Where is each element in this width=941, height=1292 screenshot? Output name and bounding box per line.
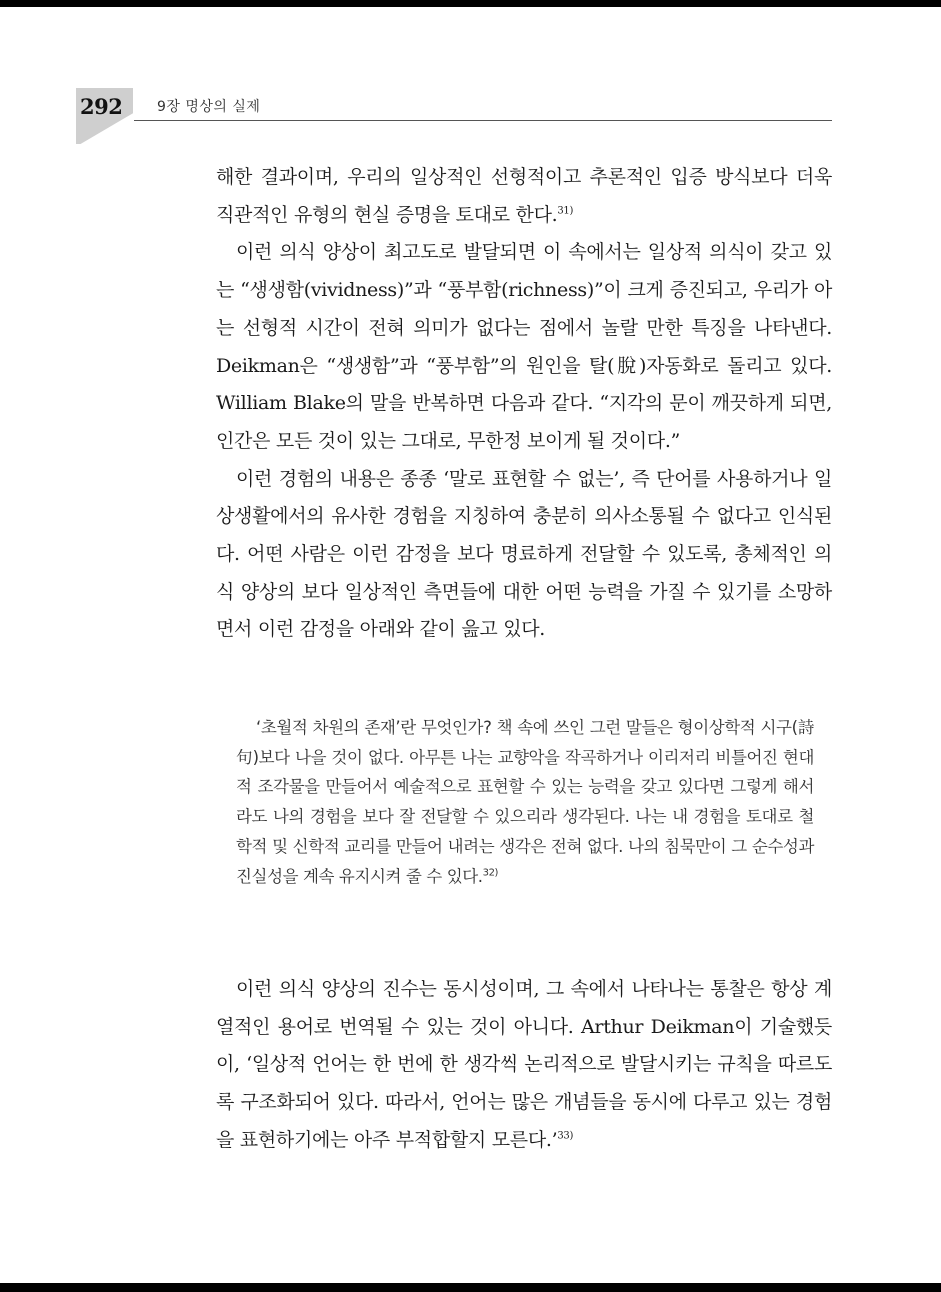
body-text-upper [216,159,832,649]
paragraph-1 [216,159,832,234]
body-text-lower [216,971,832,1160]
footnote-33: 33) [557,1130,574,1142]
block-quote-text: ‘초월적 차원의 존재’란 무엇인가? 책 속에 쓰인 그런 말들은 형이상학적 시구(詩句)보다 나을 것이 없다. 아무튼 나는 교향악을 작곡하거나 이리저리 비틀어진 현대적 조각물을 만들어서 예술적으로 표현할 수 있는 능력을 갖고 있다면 그렇게 해서라도 나의 경험을 보다 잘 전달할 수 있으리라 생각된다. 나는 내 경험을 토대로 철학적 및 신학적 교리를 만들어 내려는 생각은 전혀 없다. 나의 침묵만이 그 순수성과 진실성을 계속 유지시켜 줄 수 있다. [236,718,814,886]
book-page [0,7,941,1283]
footnote-31: 31) [557,205,574,217]
paragraph-3: 이런 경험의 내용은 종종 ‘말로 표현할 수 없는’, 즉 단어를 사용하거나 일상생활에서의 유사한 경험을 지칭하여 충분히 의사소통될 수 없다고 인식된다. 어떤 사람은 이런 감정을 보다 명료하게 전달할 수 있도록, 총체적인 의식 양상의 보다 일상적인 측면들에 대한 어떤 능력을 가질 수 있기를 소망하면서 이런 감정을 아래와 같이 읊고 있다. [216,467,832,641]
block-quote [236,713,814,891]
paragraph-4 [216,971,832,1160]
paragraph-4-text: 이런 의식 양상의 진수는 동시성이며, 그 속에서 나타나는 통찰은 항상 계열적인 용어로 번역될 수 있는 것이 아니다. Arthur Deikman이 기술했듯이, ‘일상적 언어는 한 번에 한 생각씩 논리적으로 발달시키는 규칙을 따르도록 구조화되어 있다. 따라서, 언어는 많은 개념들을 동시에 다루고 있는 경험을 표현하기에는 아주 부적합할지 모른다.’ [216,978,832,1151]
paragraph-1-text: 해한 결과이며, 우리의 일상적인 선형적이고 추론적인 입증 방식보다 더욱 직관적인 유형의 현실 증명을 토대로 한다. [216,166,832,226]
footnote-32: 32) [482,867,499,879]
header-rule [134,120,832,121]
chapter-title: 9장 명상의 실제 [157,99,261,115]
paragraph-2: 이런 의식 양상이 최고도로 발달되면 이 속에서는 일상적 의식이 갖고 있는 “생생함(vividness)”과 “풍부함(richness)”이 크게 증진되고, 우리가 아는 선형적 시간이 전혀 의미가 없다는 점에서 놀랄 만한 특징을 나타낸다. Deikman은 “생생함”과 “풍부함”의 원인을 탈(脫)자동화로 돌리고 있다. William Blake의 말을 반복하면 다음과 같다. “지각의 문이 깨끗하게 되면, 인간은 모든 것이 있는 그대로, 무한정 보이게 될 것이다.” [216,241,832,452]
page-number: 292 [80,94,123,119]
